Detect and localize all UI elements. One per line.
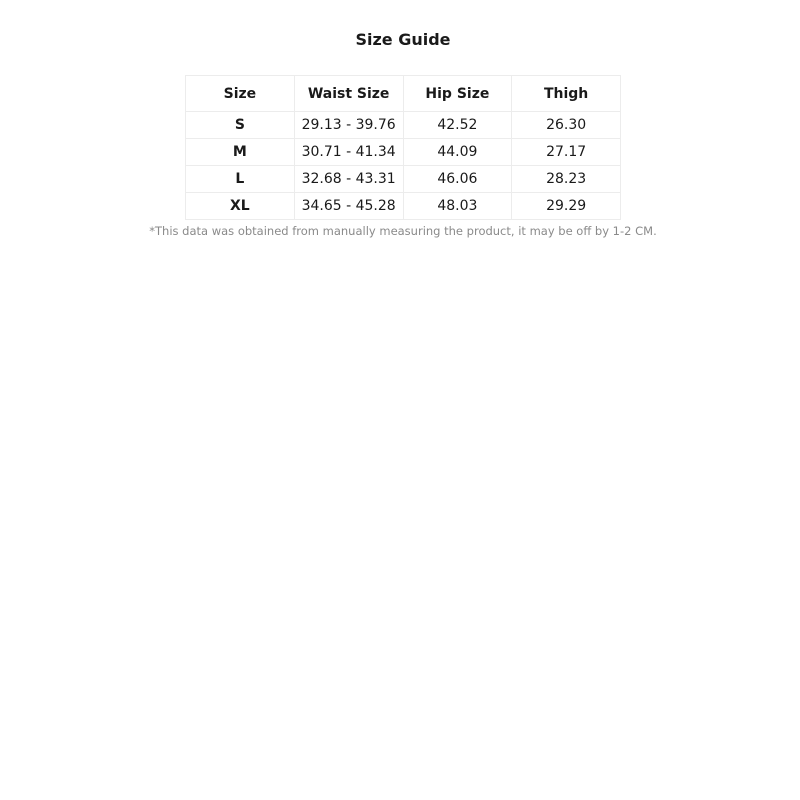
hip-cell: 42.52 [403,112,512,139]
page-title: Size Guide [355,30,451,49]
table-row [186,193,621,220]
measurement-disclaimer: *This data was obtained from manually measuring the product, it may be off by 1-2 CM. [149,224,657,238]
waist-cell: 34.65 - 45.28 [294,193,403,220]
hip-cell: 48.03 [403,193,512,220]
thigh-cell: 28.23 [512,166,621,193]
waist-cell: 32.68 - 43.31 [294,166,403,193]
column-header-thigh: Thigh [512,76,621,112]
size-cell: S [186,112,295,139]
table-header-row [186,76,621,112]
table-row [186,112,621,139]
thigh-cell: 26.30 [512,112,621,139]
table-row [186,166,621,193]
size-cell: M [186,139,295,166]
hip-cell: 46.06 [403,166,512,193]
thigh-cell: 29.29 [512,193,621,220]
table-row [186,139,621,166]
column-header-hip-size: Hip Size [403,76,512,112]
size-cell: XL [186,193,295,220]
size-cell: L [186,166,295,193]
thigh-cell: 27.17 [512,139,621,166]
hip-cell: 44.09 [403,139,512,166]
waist-cell: 29.13 - 39.76 [294,112,403,139]
size-guide-table [185,75,621,220]
waist-cell: 30.71 - 41.34 [294,139,403,166]
column-header-size: Size [186,76,295,112]
column-header-waist-size: Waist Size [294,76,403,112]
